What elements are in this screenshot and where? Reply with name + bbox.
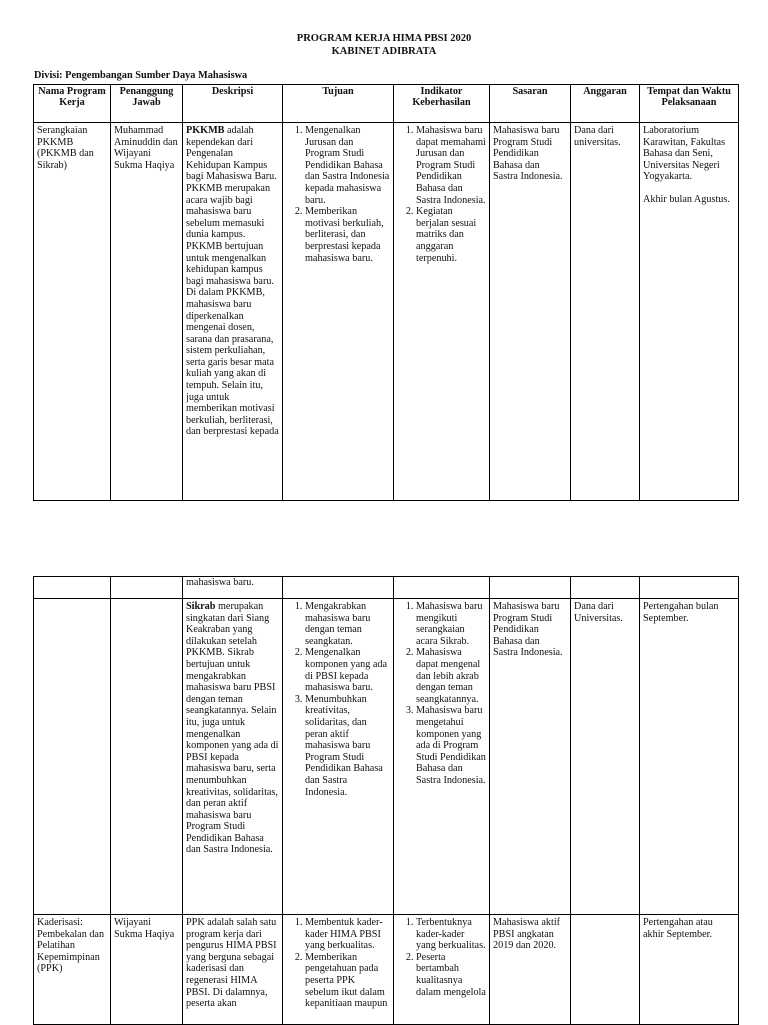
cell-sasaran: Mahasiswa baru Program Studi Pendidikan Bahasa dan Sastra Indonesia.	[490, 599, 571, 915]
cell-indikator	[394, 123, 490, 501]
cell-sasaran: Mahasiswa baru Program Studi Pendidikan Bahasa dan Sastra Indonesia.	[490, 123, 571, 501]
cell-nama: Serangkaian PKKMB (PKKMB dan Sikrab)	[34, 123, 111, 501]
list-item: 1. Mahasiswa baru dapat memahami Jurusan dan Program Studi Pendidikan Bahasa dan Sastra Indonesia.	[416, 125, 486, 206]
list-item: 1. Mahasiswa baru mengikuti serangkaian acara Sikrab.	[416, 601, 486, 647]
cell-penanggung-jawab: Muhammad Aminuddin dan Wijayani Sukma Haqiya	[111, 123, 183, 501]
cell-tujuan	[283, 123, 394, 501]
col-header-anggaran: Anggaran	[571, 85, 640, 123]
tempat-text: Laboratorium Karawitan, Fakultas Bahasa dan Seni, Universitas Negeri Yogyakarta.	[643, 125, 726, 183]
waktu-text: Akhir bulan Agustus.	[643, 193, 730, 205]
table-row	[34, 577, 739, 599]
table-row	[34, 915, 739, 1025]
cell-deskripsi	[183, 599, 283, 915]
desc-term: PKKMB	[186, 125, 225, 136]
list-item: 1. Mengenalkan Jurusan dan Program Studi Pendidikan Bahasa dan Sastra Indonesia kepada mahasiswa baru.	[305, 125, 390, 206]
desc-term: Sikrab	[186, 601, 216, 612]
cell-sasaran: Mahasiswa aktif PBSI angkatan 2019 dan 2020.	[490, 915, 571, 1025]
cell-tujuan	[283, 915, 394, 1025]
cell-deskripsi-continued: mahasiswa baru.	[183, 577, 283, 599]
col-header-sasaran: Sasaran	[490, 85, 571, 123]
list-item: 1. Membentuk kader-kader HIMA PBSI yang berkualitas.	[305, 917, 390, 952]
cell-tempat	[640, 123, 739, 501]
list-item: 2. Memberikan motivasi berkuliah, berliterasi, dan berprestasi kepada mahasiswa baru.	[305, 206, 390, 264]
table-row	[34, 599, 739, 915]
col-header-tujuan: Tujuan	[283, 85, 394, 123]
cell-anggaran: Dana dari universitas.	[571, 123, 640, 501]
cell-tujuan	[283, 599, 394, 915]
col-header-indikator: Indikator Keberhasilan	[394, 85, 490, 123]
cell-tempat: Pertengahan bulan September.	[640, 599, 739, 915]
program-table-page2	[33, 576, 739, 1025]
list-item: 2. Mengenalkan komponen yang ada di PBSI kepada mahasiswa baru.	[305, 647, 390, 693]
list-item: 2. Memberikan pengetahuan pada peserta PPK sebelum ikut dalam kepanitiaan maupun	[305, 952, 390, 1010]
doc-subtitle: KABINET ADIBRATA	[331, 46, 437, 57]
cell-nama: Kaderisasi: Pembekalan dan Pelatihan Kepemimpinan (PPK)	[34, 915, 111, 1025]
desc-text: adalah kependekan dari Pengenalan Kehidupan Kampus bagi Mahasiswa Baru. PKKMB merupakan acara wajib bagi mahasiswa baru sebelum memasuki dunia kampus. PKKMB bertujuan untuk mengenalkan kehidupan kampus bagi mahasiswa baru. Di dalam PKKMB, mahasiswa baru diperkenalkan mengenai dosen, sarana dan prasarana, sistem perkuliahan, serta garis besar mata kuliah yang akan di tempuh. Selain itu, juga untuk memberikan motivasi berkuliah, berliterasi, dan berprestasi kepada	[186, 125, 279, 438]
col-header-penanggung-jawab: Penanggung Jawab	[111, 85, 183, 123]
list-item: 2. Mahasiswa dapat mengenal dan lebih akrab dengan teman seangkatannya.	[416, 647, 486, 705]
cell-indikator	[394, 599, 490, 915]
col-header-deskripsi: Deskripsi	[183, 85, 283, 123]
cell-penanggung-jawab: Wijayani Sukma Haqiya	[111, 915, 183, 1025]
col-header-nama: Nama Program Kerja	[34, 85, 111, 123]
cell-anggaran: Dana dari Universitas.	[571, 599, 640, 915]
list-item: 2. Peserta bertambah kualitasnya dalam mengelola	[416, 952, 486, 998]
cell-tempat: Pertengahan atau akhir September.	[640, 915, 739, 1025]
table-header-row	[34, 85, 739, 123]
cell-deskripsi	[183, 123, 283, 501]
col-header-tempat: Tempat dan Waktu Pelaksanaan	[640, 85, 739, 123]
list-item: 3. Mahasiswa baru mengetahui komponen yang ada di Program Studi Pendidikan Bahasa dan Sastra Indonesia.	[416, 705, 486, 786]
table-row	[34, 123, 739, 501]
cell-anggaran	[571, 915, 640, 1025]
division-label: Divisi: Pengembangan Sumber Daya Mahasiswa	[34, 70, 248, 81]
list-item: 3. Menumbuhkan kreativitas, solidaritas, dan peran aktif mahasiswa baru Program Studi Pendidikan Bahasa dan Sastra Indonesia.	[305, 694, 390, 798]
cell-deskripsi: PPK adalah salah satu program kerja dari pengurus HIMA PBSI yang berguna sebagai kaderisasi dan regenerasi HIMA PBSI. Di dalamnya, peserta akan	[183, 915, 283, 1025]
list-item: 1. Mengakrabkan mahasiswa baru dengan teman seangkatan.	[305, 601, 390, 647]
doc-title: PROGRAM KERJA HIMA PBSI 2020	[296, 33, 472, 44]
list-item: 1. Terbentuknya kader-kader yang berkualitas.	[416, 917, 486, 952]
list-item: 2. Kegiatan berjalan sesuai matriks dan anggaran terpenuhi.	[416, 206, 486, 264]
program-table-page1	[33, 84, 739, 501]
cell-indikator	[394, 915, 490, 1025]
desc-text: merupakan singkatan dari Siang Keakraban yang dilakukan setelah PKKMB. Sikrab bertujuan untuk mengakrabkan mahasiswa baru PBSI dengan teman seangkatannya. Selain itu, juga untuk mengenalkan komponen yang ada di PBSI kepada mahasiswa baru, serta menumbuhkan kreativitas, solidaritas, dan peran aktif mahasiswa baru Program Studi Pendidikan Bahasa dan Sastra Indonesia.	[186, 601, 279, 856]
